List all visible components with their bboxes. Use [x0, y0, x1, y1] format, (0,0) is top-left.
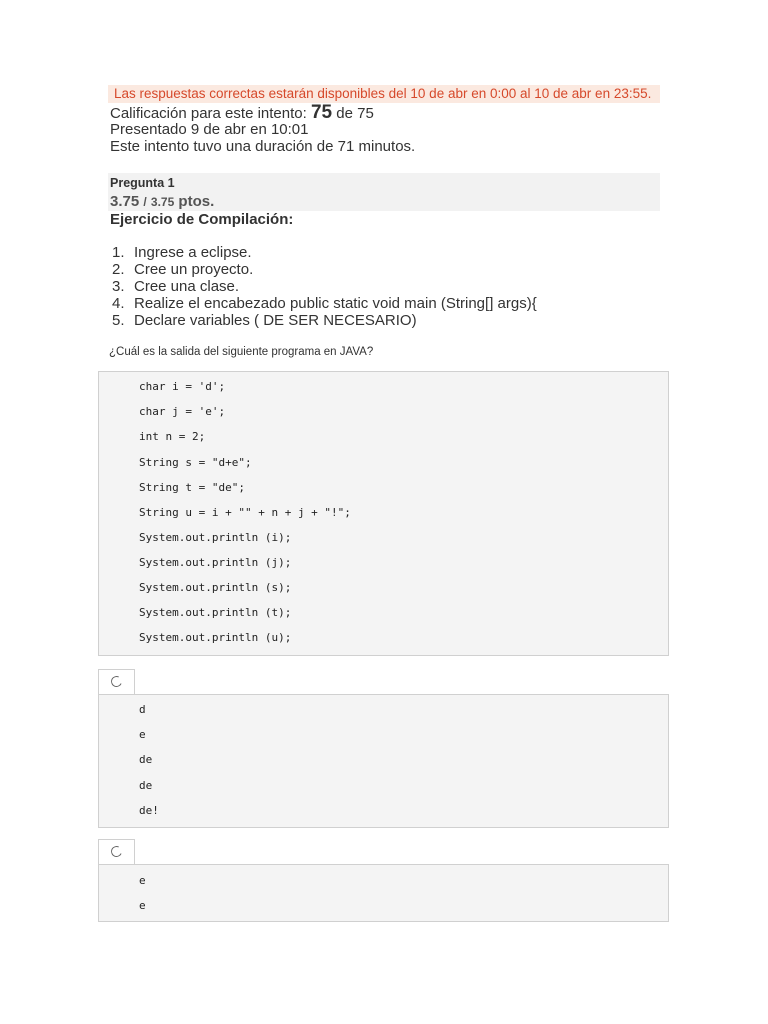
code-line: System.out.println (j); [139, 556, 292, 569]
step-item: 4. Realize el encabezado public static void main (String[] args){ [112, 295, 537, 312]
question-prompt: ¿Cuál es la salida del siguiente programa en JAVA? [109, 346, 374, 358]
answer-line: de [139, 753, 153, 766]
code-line: String s = "d+e"; [139, 456, 252, 469]
answers-availability-notice: Las respuestas correctas estarán disponibles del 10 de abr en 0:00 al 10 de abr en 23:55. [108, 85, 660, 103]
points-unit: ptos. [178, 193, 215, 210]
question-points [110, 193, 214, 210]
attempt-summary [110, 104, 670, 155]
step-item: 1. Ingrese a eclipse. [112, 244, 252, 261]
step-item: 5. Declare variables ( DE SER NECESARIO) [112, 312, 417, 329]
code-line: String u = i + "" + n + j + "!"; [139, 506, 351, 519]
radio-icon [109, 844, 123, 858]
step-item: 2. Cree un proyecto. [112, 261, 254, 278]
answer-option-1[interactable] [98, 694, 669, 828]
attempt-duration: Este intento tuvo una duración de 71 minutos. [110, 138, 416, 155]
question-title: Pregunta 1 [110, 176, 175, 190]
radio-icon [109, 674, 123, 688]
answer-option-1-radio[interactable] [98, 669, 135, 694]
score-suffix: de 75 [336, 105, 374, 122]
points-separator: / [143, 195, 147, 209]
exercise-steps [112, 244, 537, 329]
answer-line: de! [139, 804, 159, 817]
question-header [108, 173, 660, 211]
score-prefix: Calificación para este intento: [110, 105, 307, 122]
points-earned: 3.75 [110, 193, 140, 210]
code-line: System.out.println (s); [139, 581, 292, 594]
code-line: System.out.println (u); [139, 631, 292, 644]
answer-line: e [139, 899, 146, 912]
answer-line: e [139, 728, 146, 741]
score-line [110, 104, 670, 121]
code-line: int n = 2; [139, 430, 206, 443]
exercise-title: Ejercicio de Compilación: [110, 211, 294, 228]
code-line: String t = "de"; [139, 481, 245, 494]
answer-option-2-radio[interactable] [98, 839, 135, 864]
code-block [98, 371, 669, 656]
step-item: 3. Cree una clase. [112, 278, 240, 295]
answer-line: e [139, 874, 146, 887]
answer-line: d [139, 703, 146, 716]
code-line: char j = 'e'; [139, 405, 226, 418]
answer-option-2[interactable] [98, 864, 669, 922]
answer-line: de [139, 779, 153, 792]
code-line: System.out.println (t); [139, 606, 292, 619]
code-line: System.out.println (i); [139, 531, 292, 544]
points-max: 3.75 [150, 195, 175, 209]
submitted-date: Presentado 9 de abr en 10:01 [110, 121, 309, 138]
code-line: char i = 'd'; [139, 380, 226, 393]
score-value: 75 [310, 102, 333, 123]
